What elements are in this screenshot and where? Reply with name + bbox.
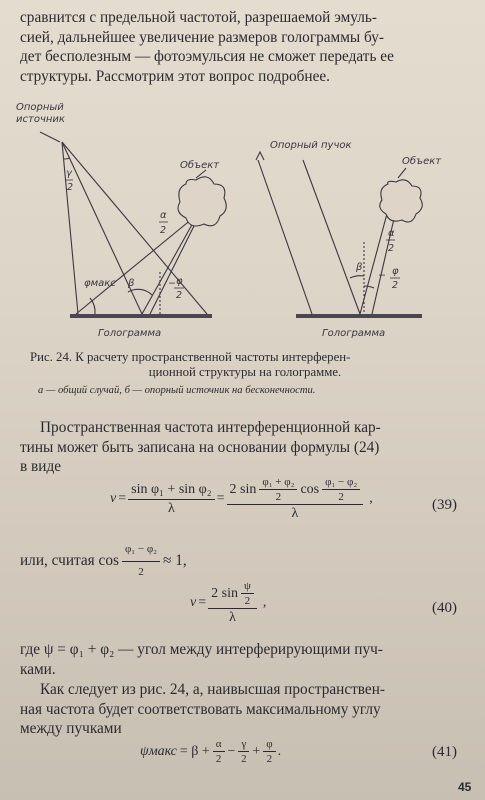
- eq39-nu: ν: [110, 491, 117, 506]
- para3-line: между пучками: [20, 720, 122, 737]
- minus-label-a: −: [168, 278, 176, 289]
- phi-label-b: φ: [392, 266, 399, 277]
- equation-39-number: (39): [432, 497, 457, 513]
- eq41-lhs: ψмакс: [140, 743, 177, 759]
- eq41-gamma-frac: [238, 738, 249, 765]
- eq41-alpha-frac: [213, 738, 225, 765]
- eq41-alpha-den: 2: [215, 753, 222, 765]
- phi-den-a: 2: [176, 290, 183, 301]
- alpha-label-a: α: [160, 210, 167, 221]
- phi-arc-b: [364, 286, 374, 288]
- eq39-sum-frac: [259, 476, 297, 503]
- eq39-diff-frac: [322, 476, 360, 503]
- page-number: 45: [458, 780, 472, 794]
- object-blob-a: [178, 177, 226, 226]
- hologram-plate-b: [296, 314, 422, 318]
- eq39-lambda: λ: [291, 506, 299, 521]
- caption-line-2: ционной структуры на голограмме.: [148, 365, 342, 379]
- source-label-2: источник: [16, 114, 65, 125]
- equation-40: [190, 580, 266, 626]
- beta-label-b: β: [356, 262, 363, 273]
- object-label-b: Объект: [402, 156, 442, 167]
- eq40-psi-frac: [241, 580, 254, 607]
- alpha-den-b: 2: [388, 243, 395, 254]
- approx-frac: [122, 540, 160, 582]
- equation-40-number: (40): [432, 600, 457, 616]
- where-line: где ψ = φ₁ + φ₂ — угол между интерферирующими пуч-: [20, 641, 383, 658]
- where-paragraph: [20, 640, 468, 679]
- paragraph-spatial-frequency: [20, 418, 468, 477]
- eq40-psi-den: 2: [244, 595, 251, 607]
- alpha-den-a: 2: [160, 225, 167, 236]
- alpha-label-b: α: [388, 228, 395, 239]
- arrow-head-1: [256, 152, 264, 160]
- minus-label-b: −: [378, 270, 386, 281]
- diagram-b-labels: [270, 140, 442, 339]
- eq40-numerator: [208, 580, 257, 609]
- hologram-label-b: Голограмма: [322, 328, 386, 339]
- approx-value: ≈ 1,: [163, 552, 187, 570]
- gamma-den: 2: [67, 182, 74, 193]
- eq39-fraction-2: [227, 476, 364, 522]
- eq41-gamma: γ: [238, 738, 249, 752]
- gamma-label: γ: [66, 168, 72, 179]
- eq41-beta: = β +: [179, 743, 210, 759]
- eq40-lambda: λ: [229, 610, 236, 625]
- reference-beam-label: Опорный пучок: [270, 140, 352, 151]
- para2-line: в виде: [20, 458, 62, 475]
- eq39-two-sin: 2 sin: [229, 481, 257, 497]
- eq40-nu: ν: [190, 595, 197, 610]
- eq40-two-sin: 2 sin: [211, 585, 238, 601]
- approx-num: φ₁ − φ₂: [122, 540, 160, 562]
- eq40-fraction: [208, 580, 257, 626]
- object-ray-2: [142, 214, 198, 314]
- eq39-sum-den: 2: [275, 491, 282, 503]
- para3-line: ная частота будет соответствовать максимальному углу: [20, 700, 381, 718]
- equation-39: [110, 476, 400, 522]
- approx-den: 2: [138, 565, 144, 578]
- where-line: ками.: [20, 660, 56, 678]
- intro-line: дет бесполезным — фотоэмульсия не сможет передать ее: [20, 48, 394, 65]
- beta-label-a: β: [128, 278, 135, 289]
- eq39-numerator-2: [227, 476, 364, 505]
- caption-subtitle: а — общий случай, б — опорный источник на бесконечности.: [38, 385, 316, 396]
- phi-label-a: φ: [176, 276, 183, 287]
- hologram-plate-a: [70, 314, 212, 318]
- intro-line: структуры. Рассмотрим этот вопрос подробнее.: [20, 67, 331, 85]
- caption-line-1: Рис. 24. К расчету пространственной частоты интерферен-: [30, 350, 351, 364]
- object-pointer-b: [398, 168, 406, 178]
- object-label-a: Объект: [180, 160, 220, 171]
- equation-41-number: (41): [432, 744, 457, 760]
- eq39-cos: cos: [300, 481, 320, 497]
- eq39-eq2: =: [216, 491, 225, 506]
- approximation-line: [20, 540, 187, 582]
- eq39-diff: φ₁ − φ₂: [322, 476, 360, 490]
- approx-text: или, считая cos: [20, 552, 119, 570]
- para2-line: тины может быть записана на основании формулы (24): [20, 438, 380, 456]
- eq39-comma: ,: [369, 491, 373, 506]
- eq41-phi-den: 2: [266, 753, 273, 765]
- reference-beam-1: [258, 160, 312, 314]
- intro-line: сией, дальнейшее увеличение размеров голограммы бу-: [20, 28, 384, 46]
- eq39-fraction-1: [128, 482, 215, 517]
- equation-41: [140, 738, 281, 765]
- paragraph-max-frequency: [20, 680, 468, 739]
- source-label-1: Опорный: [16, 102, 64, 113]
- phi-den-b: 2: [392, 280, 399, 291]
- eq40-eq: =: [198, 595, 207, 610]
- eq41-alpha: α: [213, 738, 225, 752]
- eq39-diff-den: 2: [338, 491, 344, 503]
- eq39-sum: φ₁ + φ₂: [259, 476, 297, 490]
- intro-line: сравнится с предельной частотой, разрешаемой эмуль-: [20, 9, 377, 26]
- phi-max-label: φмакс: [84, 278, 116, 289]
- gamma-arc: [64, 158, 70, 159]
- beta-arc-b: [350, 276, 364, 278]
- reference-beam-2: [303, 160, 360, 314]
- intro-paragraph: [20, 8, 468, 86]
- eq39-numerator-1: sin φ₁ + sin φ₂: [128, 482, 215, 500]
- eq40-comma: ,: [262, 595, 267, 610]
- hologram-label-a: Голограмма: [98, 328, 162, 339]
- para3-line: Как следует из рис. 24, а, наивысшая пространствен-: [40, 681, 386, 698]
- figure-caption: [30, 350, 460, 380]
- eq41-dot: .: [277, 743, 282, 759]
- eq40-psi: ψ: [241, 580, 254, 594]
- eq41-phi-frac: [263, 738, 275, 765]
- eq41-phi: φ: [263, 738, 275, 752]
- eq39-eq1: =: [118, 491, 127, 506]
- para2-line: Пространственная частота интерференционной кар-: [40, 419, 381, 436]
- eq39-denominator-1: λ: [167, 500, 175, 516]
- eq41-plus: +: [252, 743, 261, 759]
- diagram-b: [256, 152, 422, 318]
- eq41-minus: −: [227, 743, 236, 759]
- eq41-gamma-den: 2: [241, 753, 247, 765]
- source-arrow: [40, 132, 60, 142]
- figure-24: [0, 92, 485, 350]
